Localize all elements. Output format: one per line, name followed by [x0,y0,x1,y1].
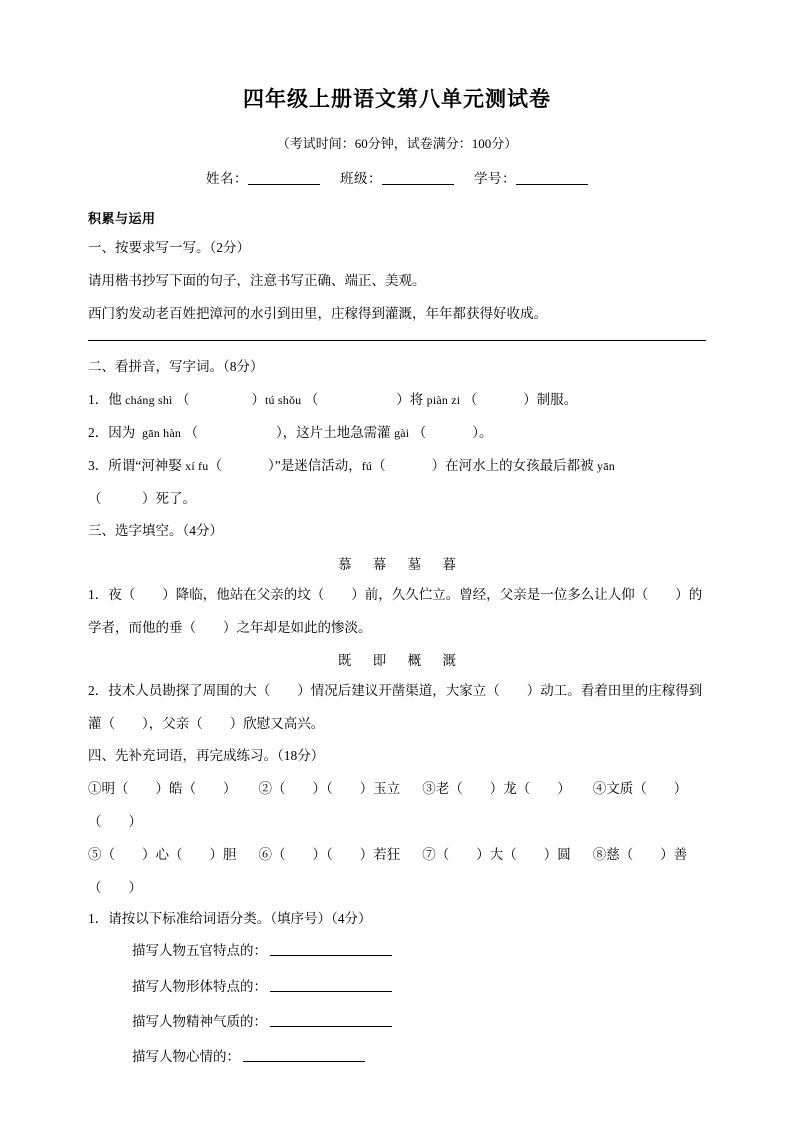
item-text: 制服。 [536,392,578,408]
idiom-item[interactable]: ⑦（ ）大（ ）圆 [422,846,571,862]
question-2-heading: 二、看拼音，写字词。（8分） [88,359,264,375]
item-text: 将 [409,392,424,408]
question-1-instruction: 请用楷书抄写下面的句子，注意书写正确、端正、美观。 [88,272,426,288]
idiom-row-1 [88,778,706,800]
page-title: 四年级上册语文第八单元测试卷 [243,87,551,111]
idiom-item[interactable]: ⑤（ ）心（ ）胆 [88,846,237,862]
pinyin-gan-han: gān hàn [142,426,182,441]
question-2-item-3-wrap [88,488,706,510]
idiom-item-wrap[interactable]: （ ） [88,879,142,895]
idiom-item[interactable]: ⑥（ ）（ ）若狂 [258,846,401,862]
list-item [132,977,706,997]
section-heading-accumulation: 积累与运用 [88,210,156,226]
category-answer-blank[interactable] [243,1049,365,1062]
pinyin-chang-shi: cháng shì [125,393,173,408]
question-3-item-2-line-a: 2．技术人员勘探了周围的大（ ）情况后建议开凿渠道，大家立（ ）动工。看着田里的庄稼得到 [88,683,703,699]
item-text: ”是迷信活动， [274,458,362,474]
pinyin-yan: yān [597,459,615,474]
item-text: 所谓“河神娶 [108,458,182,474]
list-item [132,1047,706,1067]
item-text: 因为 [108,425,136,441]
idiom-item[interactable]: ③老（ ）龙（ ） [422,781,571,797]
category-label: 描写人物心情的： [132,1049,240,1065]
item-text: 在河水上的女孩最后都被 [445,458,594,474]
question-3-char-group-1: 慕 幕 墓 暮 [337,556,466,572]
idiom-row-1-wrap [88,811,706,833]
pinyin-pian-zi: piàn zi [426,393,461,408]
pinyin-gai: gài [394,426,410,441]
item-number: 2． [88,425,109,441]
item-number: 3． [88,458,109,474]
question-3-heading: 三、选字填空。（4分） [88,522,223,538]
handwriting-rule[interactable] [88,340,706,341]
category-answer-blank[interactable] [270,979,392,992]
question-2-item-3: 3．所谓“河神娶 xí fu（ ）”是迷信活动，fú（ ）在河水上的女孩最后都被 yān [88,458,615,474]
list-item [132,1012,706,1032]
question-3-item-1-line-b: 学者，而他的垂（ ）之年却是如此的惨淡。 [88,619,372,635]
question-1-sentence: 西门豹发动老百姓把漳河的水引到田里，庄稼得到灌溉，年年都获得好收成。 [88,305,547,321]
question-2-item-1: 1．他 cháng shì （ ）tú shǒu （ ）将 piàn zi （ ）制服。 [88,392,578,408]
class-input-blank[interactable] [382,171,454,185]
item-number: 1． [88,392,109,408]
category-answer-blank[interactable] [270,1014,392,1027]
idiom-item[interactable]: ①明（ ）皓（ ） [88,781,237,797]
item-text: 死了。 [155,490,196,506]
question-2-item-2: 2．因为 gān hàn （ ），这片土地急需灌 gài （ ）。 [88,425,493,441]
student-id-row [88,169,706,189]
category-answer-blank[interactable] [270,943,392,956]
exam-subtitle: （考试时间：60分钟，试卷满分：100分） [276,136,518,152]
idiom-item[interactable]: ⑧慈（ ）善 [592,846,688,862]
list-item [132,941,706,961]
question-4-sub-1-heading: 1．请按以下标准给词语分类。（填序号）（4分） [88,911,372,927]
category-label: 描写人物形体特点的： [132,978,267,994]
pinyin-tu-shou: tú shǒu [264,393,302,408]
question-3-item-2-line-b: 灌（ ），父亲（ ）欣慰又高兴。 [88,716,325,732]
idiom-item[interactable]: ④文质（ ） [592,781,688,797]
item-text: ，这片土地急需灌 [282,425,391,441]
classification-list [88,941,706,1067]
category-label: 描写人物精神气质的： [132,1013,267,1029]
category-label: 描写人物五官特点的： [132,943,267,959]
pinyin-xi-fu: xí fu [185,459,209,474]
question-1-heading: 一、按要求写一写。（2分） [88,239,250,255]
question-4-heading: 四、先补充词语，再完成练习。（18分） [88,748,325,764]
answer-paren[interactable]: （ ） [88,490,156,506]
item-text: 他 [108,392,122,408]
item-text: 。 [478,425,493,441]
question-3-item-1-line-a: 1．夜（ ）降临，他站在父亲的坟（ ）前，久久伫立。曾经，父亲是一位多么让人仰（ ）的 [88,586,703,602]
number-input-blank[interactable] [516,171,588,185]
idiom-row-2 [88,844,706,866]
idiom-item[interactable]: ②（ ）（ ）玉立 [258,781,401,797]
pinyin-fu: fú [361,459,373,474]
number-label: 学号： [474,171,516,187]
name-input-blank[interactable] [248,171,320,185]
question-3-char-group-2: 既 即 概 溉 [337,653,466,669]
name-label: 姓名： [206,171,248,187]
idiom-row-2-wrap [88,877,706,899]
class-label: 班级： [340,171,382,187]
idiom-item-wrap[interactable]: （ ） [88,813,142,829]
